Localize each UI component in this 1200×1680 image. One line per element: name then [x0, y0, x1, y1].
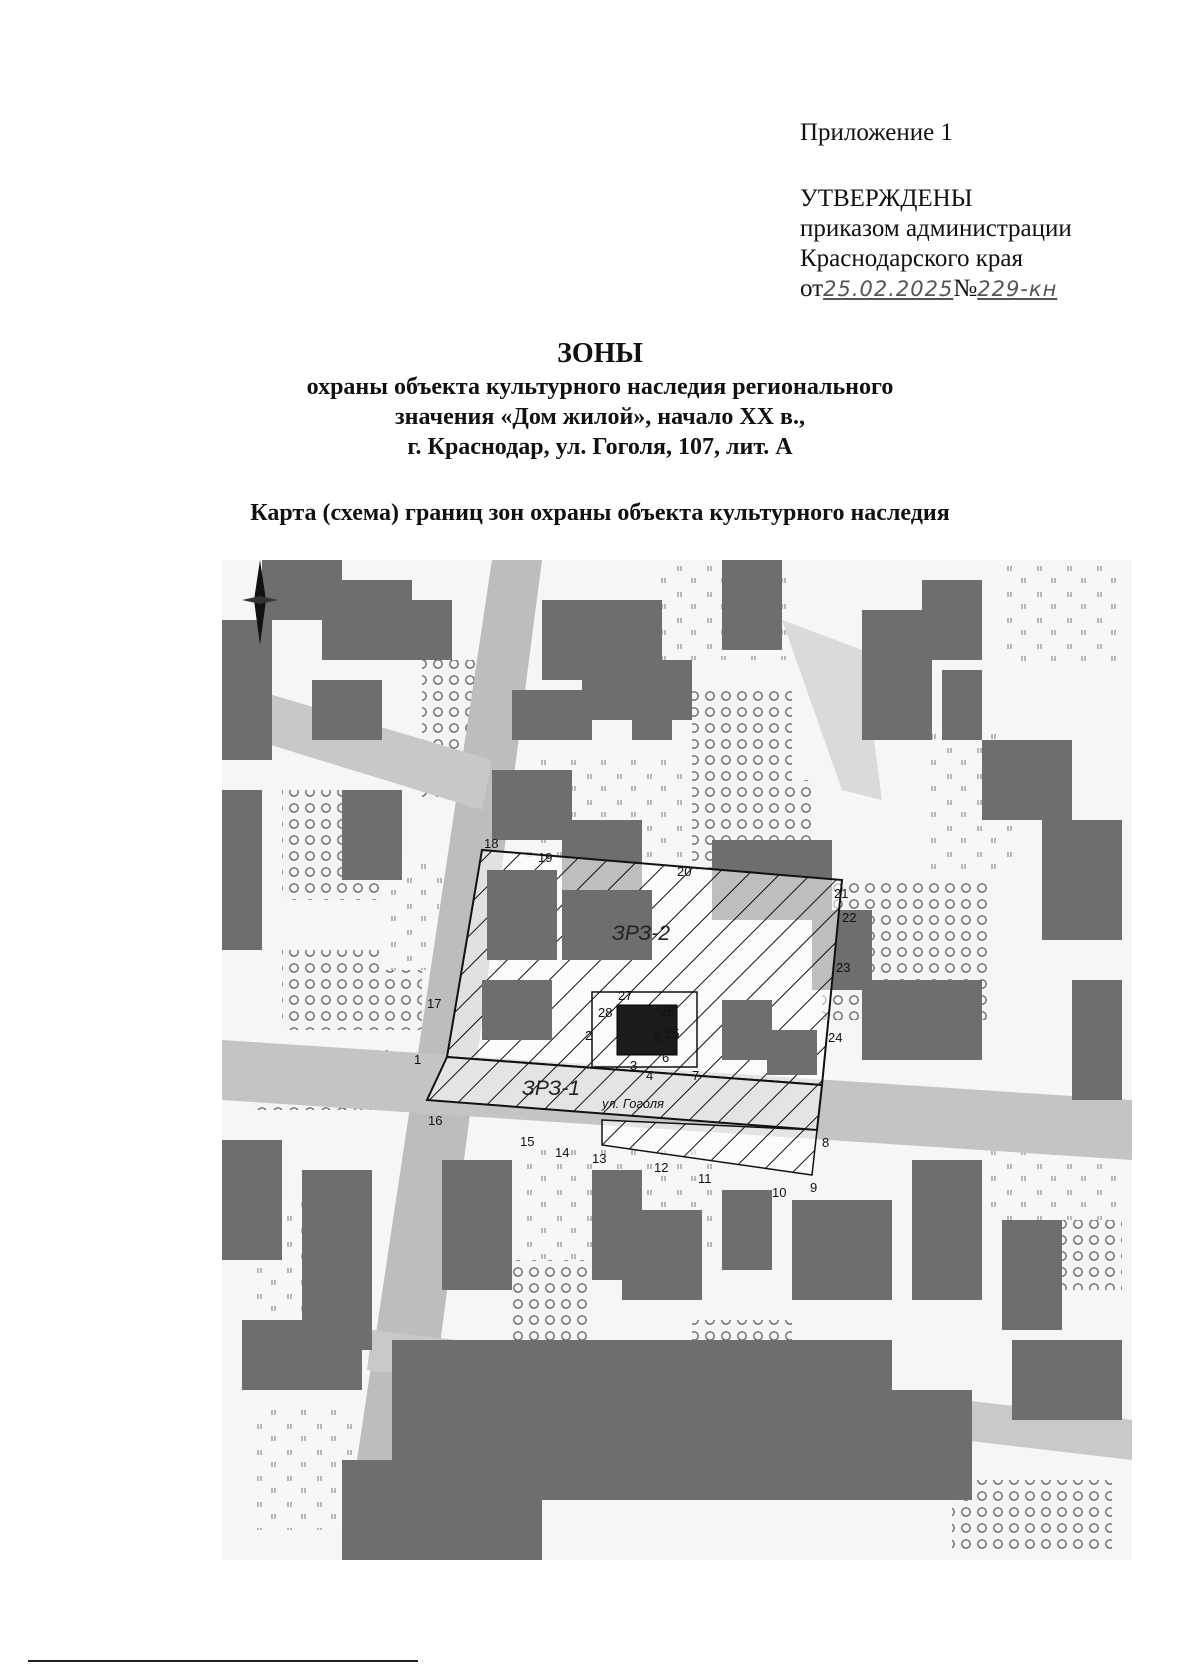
zone-1-label: ЗРЗ-1: [522, 1077, 580, 1100]
subtitle-line-2: значения «Дом жилой», начало XX в.,: [395, 404, 805, 430]
point-label: 28: [598, 1005, 613, 1020]
point-label: 23: [836, 960, 851, 975]
point-label: 4: [646, 1068, 654, 1083]
handwritten-number: 229-кн: [977, 277, 1058, 301]
map-caption: Карта (схема) границ зон охраны объекта культурного наследия: [250, 500, 950, 526]
point-label: 13: [592, 1151, 607, 1166]
point-label: 27: [618, 988, 633, 1003]
subtitle-line-1: охраны объекта культурного наследия регионального: [306, 374, 894, 400]
point-label: 2: [585, 1028, 593, 1043]
point-label: 24: [828, 1030, 843, 1045]
point-label: 26: [660, 1004, 675, 1019]
date-prefix: от: [800, 275, 824, 302]
order-date-line: [800, 274, 1072, 304]
document-title: ЗОНЫ: [557, 338, 643, 369]
point-label: 6: [662, 1050, 670, 1065]
point-label: 14: [555, 1145, 570, 1160]
point-label: 25: [665, 1026, 680, 1041]
appendix-label: Приложение 1: [800, 119, 953, 146]
point-label: 18: [484, 836, 499, 851]
protection-zones-map: [222, 560, 1132, 1560]
order-label: приказом администрации: [800, 215, 1072, 242]
point-label: 3: [630, 1058, 638, 1073]
point-label: 15: [520, 1134, 535, 1149]
point-label: 21: [834, 886, 849, 901]
point-label: 17: [427, 996, 442, 1011]
point-label: 5: [654, 1030, 662, 1045]
subtitle-line-3: г. Краснодар, ул. Гоголя, 107, лит. А: [407, 434, 793, 460]
point-label: 10: [772, 1185, 787, 1200]
point-label: 1: [414, 1052, 422, 1067]
bottom-rule: [28, 1660, 418, 1662]
approved-label: УТВЕРЖДЕНЫ: [800, 185, 973, 212]
handwritten-date: 25.02.2025: [823, 277, 954, 301]
point-label: 22: [842, 910, 857, 925]
street-label: ул. Гоголя: [602, 1096, 664, 1111]
zone-2-label: ЗРЗ-2: [612, 922, 670, 945]
region-label: Краснодарского края: [800, 245, 1023, 272]
document-subtitle: [0, 372, 1200, 462]
point-label: 12: [654, 1160, 669, 1175]
point-label: 8: [822, 1135, 830, 1150]
point-label: 9: [810, 1180, 818, 1195]
approval-block: [800, 118, 1072, 304]
point-label: 16: [428, 1113, 443, 1128]
number-prefix: №: [953, 275, 978, 302]
point-label: 11: [698, 1171, 712, 1186]
point-label: 7: [692, 1068, 700, 1083]
point-label: 19: [538, 850, 553, 865]
point-label: 20: [677, 864, 692, 879]
